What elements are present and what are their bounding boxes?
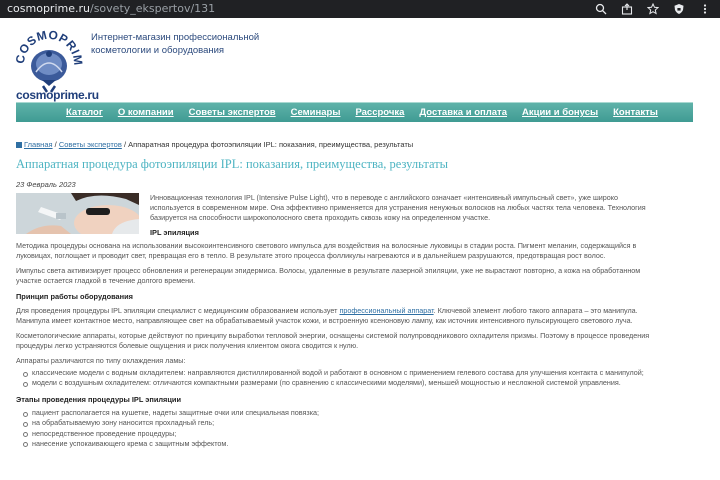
search-icon[interactable]: [594, 2, 608, 16]
share-icon[interactable]: [620, 2, 634, 16]
star-icon[interactable]: [646, 2, 660, 16]
url-path: /sovety_ekspertov/131: [90, 2, 216, 15]
breadcrumb-separator: /: [123, 140, 127, 149]
list-item: непосредственное проведение процедуры;: [22, 429, 319, 439]
article-date: 23 Февраль 2023: [16, 180, 76, 189]
article-paragraph: [16, 306, 706, 326]
list-item: нанесение успокаивающего крема с защитным эффектом.: [22, 439, 319, 449]
article-paragraph: [16, 266, 706, 286]
professional-device-link[interactable]: профессиональный аппарат: [339, 306, 434, 315]
article-paragraph: [16, 331, 706, 351]
section-heading-stages: Этапы проведения процедуры IPL эпиляции: [16, 395, 182, 404]
article-paragraph: [16, 241, 706, 261]
paragraph-line: Импульс света активизирует процесс обновления и регенерации эпидермиса. Волосы, удаленные в результате лазерной эпиляции, уже не вырастают повторно, а кожа на обработанном: [16, 266, 641, 275]
breadcrumb-home[interactable]: Главная: [24, 140, 53, 149]
main-nav: [16, 102, 693, 122]
procedure-stages-list: [22, 408, 319, 449]
home-icon: [16, 142, 22, 148]
page-title: Аппаратная процедура фотоэпиляции IPL: показания, преимущества, результаты: [16, 157, 449, 171]
breadcrumb-section[interactable]: Советы экспертов: [58, 140, 122, 149]
text-run: . Ключевой элемент любого такого аппарата – это манипула.: [433, 306, 638, 315]
intro-line: базируется на способности широкополосного света проходить сквозь кожу на определенном участке.: [150, 212, 491, 222]
paragraph-line: Косметологические аппараты, которые действуют по принципу выработки тепловой энергии, оснащены системой полупроводникового охладителя призмы. Поэтому в процессе проведения: [16, 331, 650, 340]
nav-item-catalog[interactable]: Каталог: [66, 107, 103, 118]
breadcrumb-current: Аппаратная процедура фотоэпиляции IPL: показания, преимущества, результаты: [128, 140, 414, 149]
list-item: модели с воздушным охладителем: отличаются компактными размерами (по сравнению с классическими моделями), меньшей мощностью и несложной системой управления.: [22, 378, 644, 388]
paragraph-line: Методика процедуры основана на использовании высокоинтенсивного светового импульса для воздействия на волосяные луковицы в стадии роста. Пигмент меланин, содержащийся в: [16, 241, 637, 250]
section-heading-ipl: IPL эпиляция: [150, 228, 199, 237]
nav-item-promotions[interactable]: Акции и бонусы: [522, 107, 599, 118]
url-domain: cosmoprime.ru: [7, 2, 90, 15]
intro-line: Инновационная технология IPL (Intensive Pulse Light), что в переводе с английского означает «интенсивный импульсный свет», уже широко: [150, 193, 618, 202]
paragraph-line: процедуры легко устраняются болевые ощущения и риск получения клиентом ожога сводится к нулю.: [16, 340, 359, 350]
svg-text:COSMOPRIME: COSMOPRIM: [14, 27, 84, 67]
browser-toolbar: [0, 0, 720, 18]
article-intro: [150, 193, 690, 222]
nav-item-installments[interactable]: Рассрочка: [355, 107, 405, 118]
article-image: [16, 193, 139, 234]
nav-item-expert-advice[interactable]: Советы экспертов: [188, 107, 276, 118]
intro-line: используется в современном мире. Она эффективно применяется для устранения ненужных волосков на любых частях тела человека. Технология: [150, 202, 646, 212]
list-item: на обрабатываемую зону наносится прохладный гель;: [22, 418, 319, 428]
section-heading-principle: Принцип работы оборудования: [16, 292, 133, 301]
site-tagline: Интернет-магазин профессиональной косметологии и оборудования: [91, 32, 260, 56]
address-bar[interactable]: [7, 0, 215, 18]
site-logo[interactable]: [14, 24, 84, 98]
breadcrumb-separator: /: [54, 140, 57, 149]
menu-icon[interactable]: [698, 2, 712, 16]
paragraph-line: луковицах, поглощает и проводит свет, превращая его в тепло. В результате этого процесса фолликулы нагреваются и в дальнейшем разрушаются, предотвращая рост волос.: [16, 250, 606, 260]
logo-text: cosmoprime.ru: [16, 88, 99, 102]
paragraph-line: участке остается гладкой в течение долгого времени.: [16, 275, 196, 285]
breadcrumb: [16, 140, 413, 149]
article-paragraph: Аппараты различаются по типу охлаждения ламы:: [16, 356, 186, 365]
list-item: классические модели с водным охладителем: направляются дистиллированной водой и работают в основном с применением гелевого состава для улучшения контакта с манипулой;: [22, 368, 644, 378]
list-item: пациент располагается на кушетке, надеты защитные очки или специальная повязка;: [22, 408, 319, 418]
paragraph-line: [16, 306, 706, 316]
nav-item-about[interactable]: О компании: [117, 107, 174, 118]
nav-item-delivery[interactable]: Доставка и оплата: [419, 107, 507, 118]
paragraph-line: Манипула имеет контактное место, направляющее свет на обрабатываемый участок кожи, и встроенную ксеноновую лампу, как источник интенсивного пульсирующего светового луча.: [16, 315, 633, 325]
cooling-types-list: [22, 368, 644, 389]
nav-item-seminars[interactable]: Семинары: [290, 107, 341, 118]
shield-icon[interactable]: [672, 2, 686, 16]
nav-item-contacts[interactable]: Контакты: [613, 107, 658, 118]
text-run: Для проведения процедуры IPL эпиляции специалист с медицинским образованием использует: [16, 306, 340, 315]
